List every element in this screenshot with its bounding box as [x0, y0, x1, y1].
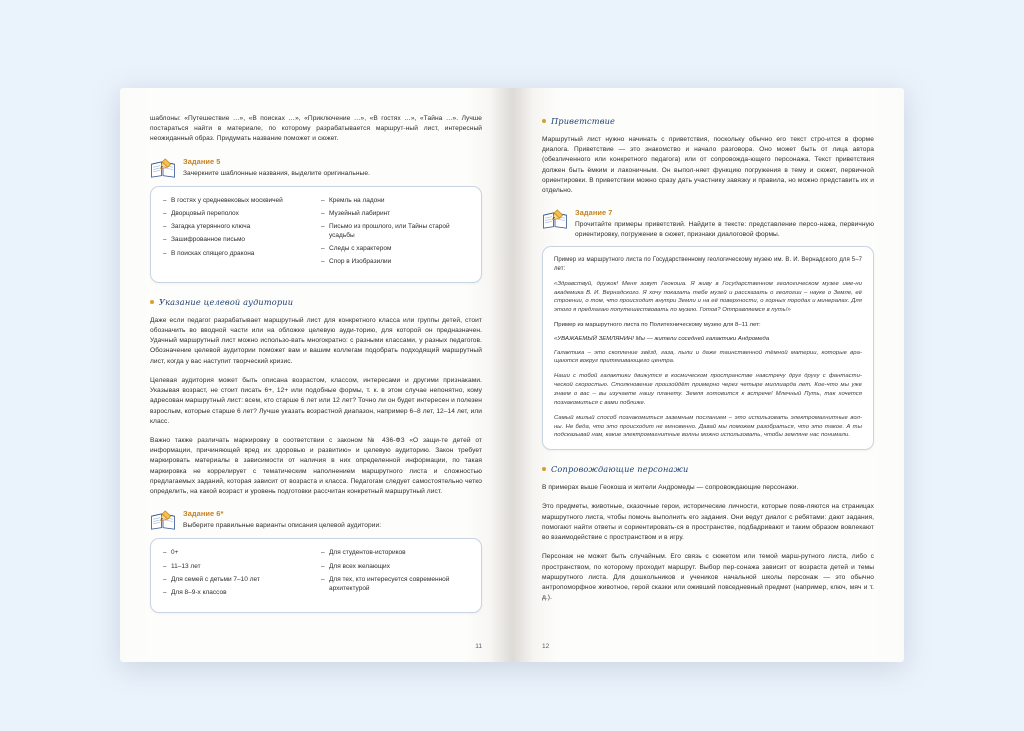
task-6-label: Задание 6*: [183, 509, 224, 519]
task-5-text: [183, 157, 482, 178]
greeting-paragraph: Маршрутный лист нужно начинать с приветствия, поскольку обычно его текст стро-ится в форме диалога. Приветствие — это знакомство и начало разговора. Оно может быть от лица автора (обезличенного или конкретного педагога) или от сопровожда-ющего персонажа. Текст приветствия должен быть ёмким и лаконичным. Он выпол-няет функцию погружения в тему и сюжет, первичной ориентировки. В приветствии можно сразу дать участнику завязку и правила, но можно представить их и отдельно.: [542, 136, 874, 195]
section-title-text: Приветствие: [551, 116, 616, 126]
gutter-shadow: [490, 88, 512, 662]
example-1-quote: «Здравствуй, дружок! Меня зовут Геокоша. Я живу в Государственном геологическом музее име-ни академика В. И. Вернадского. Я хочу показать тебе музей и рассказать о геологии – науке о Земле, её строении, о том, что происходит внутри Земли и на её поверхности, о горных породах и минералах. Для этого я предлагаю попутешествовать по музею. Готов? Отправляемся в путь!»: [554, 280, 862, 314]
list-item[interactable]: – Музейный лабиринт: [321, 210, 469, 223]
section-title-text: Сопровождающие персонажи: [551, 464, 689, 475]
list-item[interactable]: – Загадка утерянного ключа: [163, 223, 311, 236]
right-page: [512, 88, 904, 662]
list-item[interactable]: – Следы с характером: [321, 245, 469, 258]
audience-paragraph-2: Целевая аудитория может быть описана возрастом, классом, интересами и другими признаками. Указывая возраст, не стоит писать 6+, 12+ или подобные формы, т. к. в этом случае непонятно, кому адресован маршрутный лист: всем, кто старше 6 лет или 12 лет? Точно ли он будет интересен и полезен взрослым, которые старше 6 лет? Лучше указать возрастной диапазон, например 6–8 лет, 12–14 лет, или класс.: [150, 376, 482, 425]
task-7: [542, 208, 874, 239]
list-item[interactable]: – Дворцовый переполох: [163, 210, 311, 223]
audience-paragraph-3: Важно также различать маркировку в соответствии с законом № 436-ФЗ «О защи-те детей от информации, причиняющей вред их здоровью и развитию» и целевую аудиторию. Закон требует маркировать материалы в зависимости от наличия в них определенной информации, по такая маркировка не коррелирует с тематическим наполнением маршрутного листа и сложностью предлагаемых заданий, которая зависит от возраста и класса. Педагогам следует самостоятельно четко определить, на какой возраст и уровень подготовки рассчитан конкретный маршрутный лист.: [150, 436, 482, 496]
example-1-caption: Пример из маршрутного листа по Государственному геологическому музею им. В. И. Вернадского для 5–7 лет:: [554, 257, 862, 272]
characters-paragraph-1: В примерах выше Геокоша и жители Андромеды — сопровождающие персонажи.: [542, 484, 799, 492]
list-item[interactable]: – В гостях у средневековых москвичей: [163, 197, 311, 210]
task-5-options-right: [321, 197, 469, 272]
example-2-paragraph-3: Самый милый способ познакомиться заземным посланием – это использовать электромагнитные вол-ны. Не беда, что это происходит не мгновенно. Давай мы поможем разобраться, что это такое. А ты подсказывай нам, какие электромагнитные волны можно использовать, чтобы земляне нас понимали.: [554, 414, 862, 439]
list-item[interactable]: – Для тех, кто интересуется современной архитектурой: [321, 576, 469, 598]
task-6-options-right: [321, 549, 469, 602]
list-item[interactable]: – Для всех желающих: [321, 563, 469, 576]
list-item[interactable]: – Для студентов-историков: [321, 549, 469, 562]
task-6-options-card: [150, 538, 482, 613]
task-5-options-card: [150, 186, 482, 283]
task-6: [150, 509, 482, 531]
section-heading-audience: [150, 297, 482, 307]
list-item[interactable]: – В поисках спящего дракона: [163, 250, 311, 263]
task-5-label: Задание 5: [183, 156, 221, 166]
task-7-description: Прочитайте примеры приветствий. Найдите в тексте: представление персо-нажа, первичную ориентировку, погружение в сюжет, признаки диалоговой формы.: [575, 221, 874, 238]
task-6-text: [183, 509, 482, 530]
example-2-paragraph-2: Наши с тобой галактики движутся в космическом пространстве навстречу друг другу с фантасти-ческой скоростью. Столкновение произойдёт примерно через четыре миллиарда лет. Кое-что мы уже знаем о вас – вы изучаете нашу планету. Земля готовится к встрече! Млечный Путь, так хочется познакомиться с вами поближе.: [554, 373, 862, 406]
examples-card: [542, 246, 874, 450]
list-item[interactable]: – Письмо из прошлого, или Тайны старой усадьбы: [321, 223, 469, 245]
left-intro-paragraph: шаблоны: «Путешествие …», «В поисках …», «Приключение …», «В гостях …», «Тайна …». Лучше постараться найти в материале, по которому разрабатывается маршрут-ный лист, интересный неожиданный образ. Придумать название поможет и сюжет.: [150, 115, 482, 143]
gutter-shadow: [512, 88, 534, 662]
page-number-left: 11: [475, 643, 482, 650]
example-2-opening: «УВАЖАЕМЫЙ ЗЕМЛЯНИН! Мы — жители соседней галактики Андромеда: [554, 335, 770, 342]
list-item[interactable]: – Спор в Изобразилии: [321, 258, 469, 271]
characters-paragraph-3: Персонаж не может быть случайным. Его связь с сюжетом или темой марш-рутного листа, либо с пространством, по которому проходит маршрут. Выбор пер-сонажа зависит от возраста детей и темы маршрутного листа. Для дошкольников и учеников начальной школы персонаж — это обычно антропоморфное животное, герой сказки или оживший повседневный предмет (например, ключ, мяч и т. д.).: [542, 553, 874, 602]
task-7-label: Задание 7: [575, 208, 613, 218]
section-heading-characters: [542, 464, 874, 474]
characters-paragraph-2: Это предметы, животные, сказочные герои, исторические личности, которые появ-ляются на страницах маршрутного листа, чтобы помочь выполнить его задания. Они ведут диалог с ребятами: дают задания, помогают найти ответы и сориентировать-ся в пространстве, подбадривают и таким образом вовлекают во взаимодействие с пространством и в игру.: [542, 503, 874, 542]
book-pencil-icon: [542, 208, 568, 230]
bullet-dot-icon: [542, 119, 546, 123]
book-spread: [120, 88, 904, 662]
list-item[interactable]: – 0+: [163, 549, 311, 562]
list-item[interactable]: – Для 8–9-х классов: [163, 589, 311, 602]
task-5: [150, 157, 482, 179]
page-number-right: 12: [542, 643, 550, 650]
list-item[interactable]: – Зашифрованное письмо: [163, 236, 311, 249]
left-page: [120, 88, 512, 662]
list-item[interactable]: – Кремль на ладони: [321, 197, 469, 210]
task-6-options-left: [163, 549, 311, 602]
audience-paragraph-1: Даже если педагог разрабатывает маршрутный лист для конкретного класса или группы детей, стоит обозначить во вводной части или на обложке целевую ауди-торию, для которой он предназначен. Удачный маршрутный лист можно использо-вать многократно: с разными классами, у разных педагогов. Обозначение целевой аудитории поможет вам и вашим коллегам подобрать подходящий маршрутный лист, когда у вас наступит творческий кризис.: [150, 316, 482, 365]
example-2-caption: Пример из маршрутного листа по Политехническому музею для 8–11 лет:: [554, 322, 761, 329]
task-5-description: Зачеркните шаблонные названия, выделите оригинальные.: [183, 169, 370, 177]
section-heading-greeting: [542, 116, 874, 126]
task-6-description: Выберите правильные варианты описания целевой аудитории:: [183, 522, 382, 530]
task-5-options-left: [163, 197, 311, 272]
example-2-paragraph-1: Галактика – это скопление звёзд, газа, пыли и даже таинственной тёмной материи, которые вра-щаются вокруг притягивающего центра.: [554, 349, 862, 365]
book-pencil-icon: [150, 509, 176, 531]
book-pencil-icon: [150, 157, 176, 179]
list-item[interactable]: – Для семей с детьми 7–10 лет: [163, 576, 311, 589]
bullet-dot-icon: [150, 300, 154, 304]
section-title-text: Указание целевой аудитории: [159, 296, 294, 307]
bullet-dot-icon: [542, 467, 546, 471]
list-item[interactable]: – 11–13 лет: [163, 563, 311, 576]
task-7-text: [575, 208, 874, 239]
